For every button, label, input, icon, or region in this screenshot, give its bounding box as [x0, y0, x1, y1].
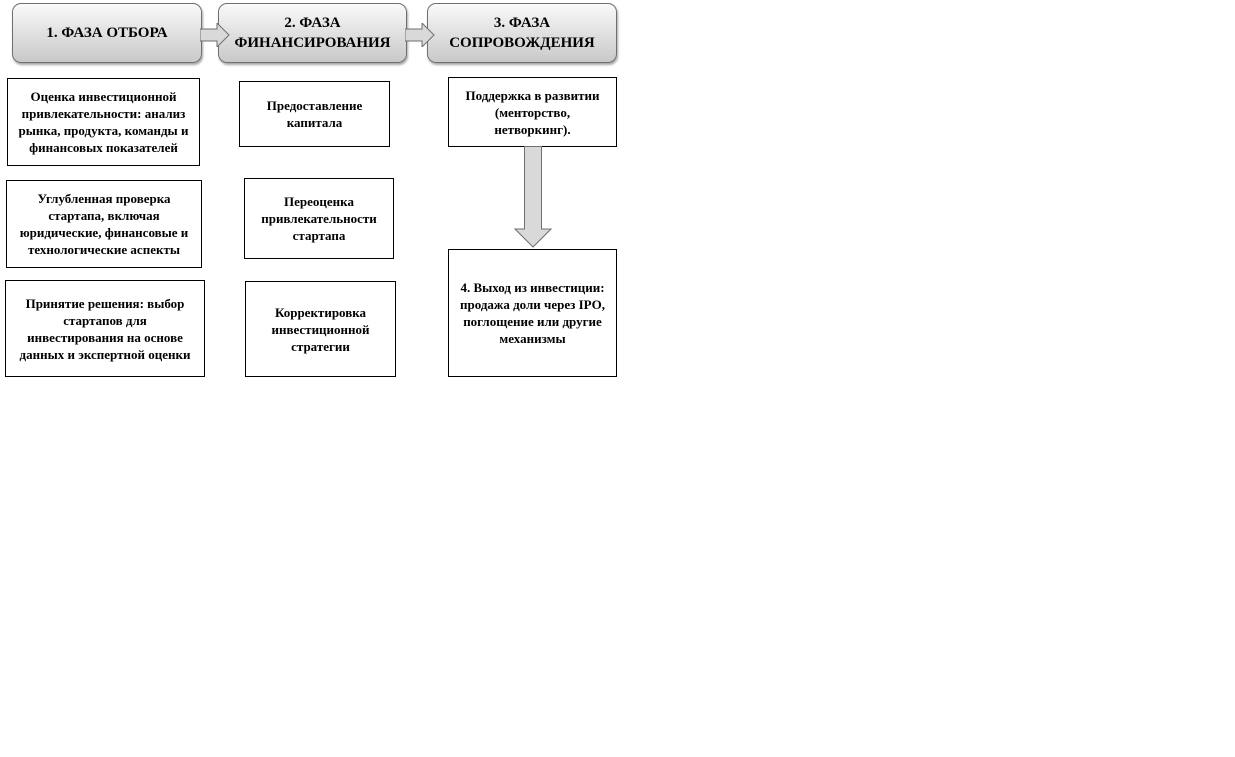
right-arrow-icon — [405, 23, 435, 47]
phase-header-financing — [218, 3, 407, 63]
selection-step-decision-text: Принятие решения: выбор стартапов для инвестирования на основе данных и экспертной оценки — [19, 295, 191, 362]
phase-header-selection — [12, 3, 202, 63]
right-arrow-icon — [200, 23, 230, 47]
financing-step-capital — [239, 81, 390, 147]
financing-step-capital-text: Предоставление капитала — [266, 98, 363, 130]
down-arrow-icon — [514, 146, 552, 249]
support-step-development-text: Поддержка в развитии (менторство, нетворкинг). — [465, 87, 600, 137]
exit-step-text: 4. Выход из инвестиции: продажа доли через IPO, поглощение или другие механизмы — [460, 280, 605, 346]
phase-header-financing-label: 2. ФАЗА ФИНАНСИРОВАНИЯ — [234, 15, 391, 51]
phase-header-support-label: 3. ФАЗА СОПРОВОЖДЕНИЯ — [449, 15, 595, 51]
financing-step-strategy-text: Корректировка инвестиционной стратегии — [271, 304, 370, 354]
phase-header-selection-label: 1. ФАЗА ОТБОРА — [46, 25, 168, 41]
selection-step-evaluation — [7, 78, 200, 166]
financing-step-revaluation — [244, 178, 394, 259]
selection-step-evaluation-text: Оценка инвестиционной привлекательности: анализ рынка, продукта, команды и финансовых показателей — [18, 89, 189, 155]
exit-step — [448, 249, 617, 377]
financing-step-revaluation-text: Переоценка привлекательности стартапа — [261, 194, 377, 243]
selection-step-due-diligence-text: Углубленная проверка стартапа, включая юридические, финансовые и технологические аспекты — [19, 191, 189, 257]
financing-step-strategy — [245, 281, 396, 377]
selection-step-decision — [5, 280, 205, 377]
selection-step-due-diligence — [6, 180, 202, 268]
support-step-development — [448, 77, 617, 147]
phase-header-support — [427, 3, 617, 63]
